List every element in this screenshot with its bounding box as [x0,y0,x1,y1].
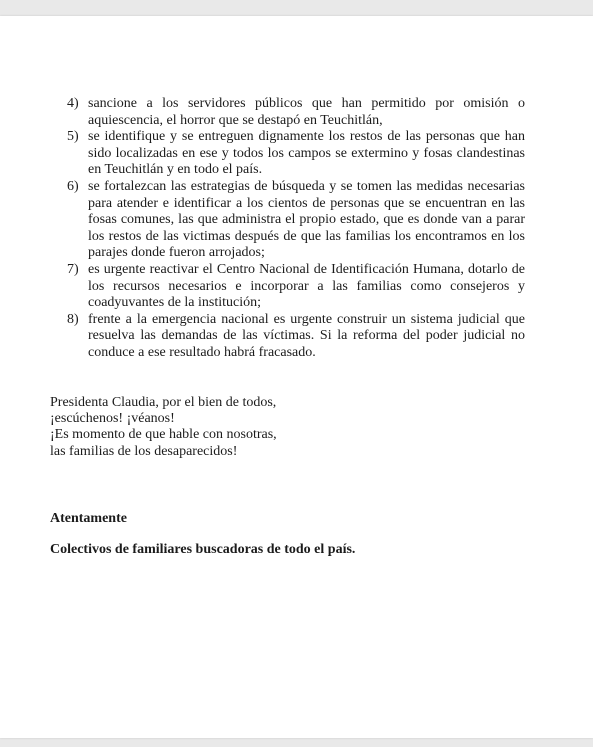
closing-paragraph [50,395,350,460]
list-item [63,96,525,129]
closing-line: Presidenta Claudia, por el bien de todos, [50,395,277,410]
signature-label: Atentamente [50,511,127,526]
list-item-number: 6) [67,178,79,194]
closing-line: las familias de los desaparecidos! [50,443,238,459]
list-item-number: 5) [67,129,79,145]
list-item-number: 8) [67,311,79,327]
demands-list [63,96,525,362]
list-item-text: sancione a los servidores públicos que han permitido por omisión o aquiescencia, el horror que se destapó en Teuchitlán, [88,96,525,128]
closing-line: ¡Es momento de que hable con nosotras, [50,427,277,443]
list-item-number: 4) [67,96,79,111]
list-item-text: es urgente reactivar el Centro Nacional de Identificación Humana, dotarlo de los recursos necesarios e incorporar a las familias como consejeros y coadyuvantes de la institución; [88,261,525,311]
list-item [63,179,525,262]
document-page [0,16,593,738]
list-item-text: se fortalezcan las estrategias de búsqueda y se tomen las medidas necesarias para atender e identificar a los cientos de personas que se encuentran en las fosas comunes, las que administra el propio estado, que es donde van a parar los restos de las victimas después de que las familias los encontramos en los parajes donde fueron arrojados; [88,178,525,261]
list-item [63,262,525,312]
signature-name: Colectivos de familiares buscadoras de todo el país. [50,542,356,557]
list-item-number: 7) [67,261,79,277]
list-item-text: se identifique y se entreguen dignamente los restos de las personas que han sido localizadas en ese y todos los campos se extermino y fosas clandestinas en Teuchitlán y en todo el país. [88,129,525,178]
closing-line: ¡escúchenos! ¡véanos! [50,411,175,427]
list-item-text: frente a la emergencia nacional es urgente construir un sistema judicial que resuelva las demandas de las víctimas. Si la reforma del poder judicial no conduce a ese resultado habrá fracasado. [88,311,525,360]
list-item [63,312,525,362]
list-item [63,129,525,179]
